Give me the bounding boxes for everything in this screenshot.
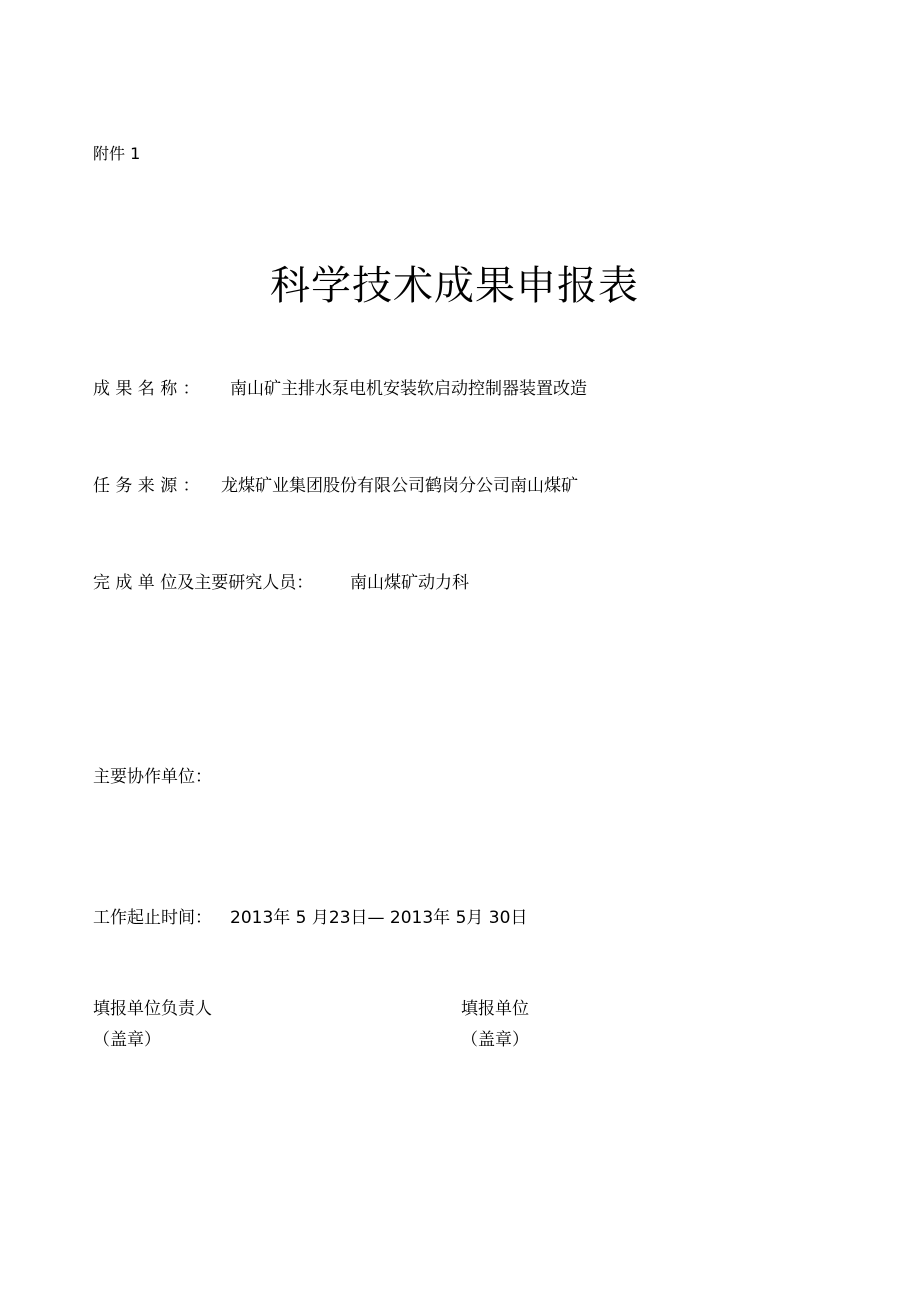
attachment-label: 附件 1	[93, 144, 141, 163]
completion-unit-value: 南山煤矿动力科	[350, 573, 469, 593]
field-label: 成 果 名 称 ：	[93, 379, 200, 399]
completion-unit-label-spaced: 完 成 单	[93, 573, 155, 593]
achievement-name-value: 南山矿主排水泵电机安装软启动控制器装置改造	[230, 379, 587, 399]
right-signature-seal: （盖章）	[461, 1030, 529, 1050]
achievement-name-label	[93, 374, 200, 399]
left-signature-seal: （盖章）	[93, 1030, 161, 1050]
document-title: 科学技术成果申报表	[270, 263, 639, 309]
left-signature-title: 填报单位负责人	[93, 999, 212, 1019]
right-signature-title: 填报单位	[461, 999, 529, 1019]
task-source-value: 龙煤矿业集团股份有限公司鹤岗分公司南山煤矿	[221, 476, 578, 496]
work-period-value: 2013年 5 月23日— 2013年 5月 30日	[230, 908, 528, 928]
completion-unit-label-rest: 位及主要研究人员：	[160, 573, 314, 593]
cooperation-unit-label: 主要协作单位：	[93, 767, 212, 787]
task-source-label: 任 务 来 源 ：	[93, 476, 200, 496]
work-period-label: 工作起止时间：	[93, 908, 212, 928]
completion-unit-label	[93, 568, 313, 593]
